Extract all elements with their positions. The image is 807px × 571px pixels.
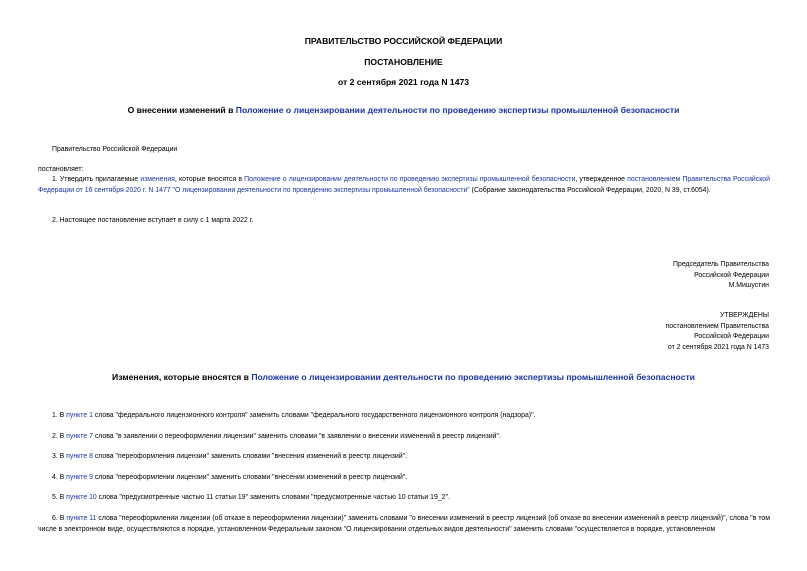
list-item (52, 432, 501, 443)
item-text: слова "предусмотренные частью 11 статьи 19" заменить словами "предусмотренные частью 10 статьи 19_2". (96, 494, 450, 501)
item-text: слова "переоформлении лицензии" заменить словами "внесении изменений в реестр лицензий". (92, 474, 408, 481)
item-number: 2. В (52, 433, 67, 440)
paragraph-1 (38, 175, 770, 196)
p1-text-c: , утвержденное (575, 176, 628, 183)
approval-line-4: от 2 сентября 2021 года N 1473 (667, 343, 769, 351)
approval-block (666, 311, 770, 353)
title-prefix: О внесении изменений в (127, 105, 236, 115)
document-title (0, 105, 807, 115)
item-text: слова "переоформлении лицензии (об отказе в переоформлении лицензии)" заменить словами "о внесении изменений в реестр лицензий (об отказе во внесении изменений в реестр лицензий)", слова "в том числе в электронном виде, осуществляются в порядке, установленном Федеральным законом "О лицензировании отдельных видов деятельности" заменить словами "осуществляется в порядке, установленном (38, 515, 770, 533)
item-link[interactable]: пункте 7 (66, 433, 93, 440)
list-item (38, 514, 770, 536)
item-number: 1. В (52, 412, 67, 419)
preamble: Правительство Российской Федерации (52, 146, 178, 153)
document-type: ПОСТАНОВЛЕНИЕ (364, 57, 443, 67)
decides: постановляет: (38, 166, 84, 173)
government-heading: ПРАВИТЕЛЬСТВО РОССИЙСКОЙ ФЕДЕРАЦИИ (304, 36, 503, 46)
regulation-link-2[interactable]: Положение о лицензировании деятельности по проведению экспертизы промышленной безопасности (244, 176, 576, 183)
item-link[interactable]: пункте 1 (66, 412, 93, 419)
approval-line-2: постановлением Правительства (665, 322, 769, 330)
item-text: слова "в заявлении о переоформлении лицензии" заменить словами "в заявлении о внесении изменений в реестр лицензий". (92, 433, 501, 440)
item-link[interactable]: пункте 10 (66, 494, 97, 501)
changes-link[interactable]: изменения (140, 176, 175, 183)
list-item (52, 452, 407, 463)
changes-title (0, 372, 807, 382)
item-link[interactable]: пункте 8 (66, 453, 93, 460)
document-date: от 2 сентября 2021 года N 1473 (337, 77, 470, 87)
changes-title-prefix: Изменения, которые вносятся в (112, 372, 252, 382)
item-link[interactable]: пункте 11 (66, 515, 97, 522)
p1-text-a: 1. Утвердить прилагаемые (52, 176, 141, 183)
signature-line-2: Российской Федерации (694, 271, 769, 279)
p1-text-b: , которые вносятся в (174, 176, 245, 183)
signature-block (673, 260, 769, 292)
p1-text-d: (Собрание законодательства Российской Федерации, 2020, N 39, ст.6054). (469, 186, 711, 194)
item-number: 3. В (52, 453, 67, 460)
item-link[interactable]: пункте 9 (66, 474, 93, 481)
item-number: 4. В (52, 474, 67, 481)
signature-line-3: М.Мишустин (728, 282, 769, 289)
item-number: 5. В (52, 494, 67, 501)
item-text: слова "федерального лицензионного контроля" заменить словами "федерального государственного лицензионного контроля (надзора)". (92, 412, 536, 419)
list-item (52, 473, 407, 484)
signature-line-1: Председатель Правительства (673, 261, 769, 268)
approval-line-3: Российской Федерации (694, 333, 769, 340)
item-text: слова "переоформления лицензии" заменить словами "внесения изменений в реестр лицензий". (92, 453, 407, 460)
approval-line-1: УТВЕРЖДЕНЫ (720, 312, 769, 319)
resolution-link[interactable]: постановлением Правительства Российской Федерации от 16 сентября 2020 г. N 1477 "О лицензировании деятельности по проведению экспертизы промышленной безопасности" (38, 176, 770, 194)
item-number: 6. В (52, 515, 67, 522)
regulation-link[interactable]: Положение о лицензировании деятельности по проведению экспертизы промышленной безопасности (235, 105, 680, 115)
list-item (52, 493, 450, 504)
changes-regulation-link[interactable]: Положение о лицензировании деятельности по проведению экспертизы промышленной безопасности (251, 372, 695, 382)
paragraph-2: 2. Настоящее постановление вступает в силу с 1 марта 2022 г. (52, 217, 254, 224)
list-item (52, 411, 535, 422)
